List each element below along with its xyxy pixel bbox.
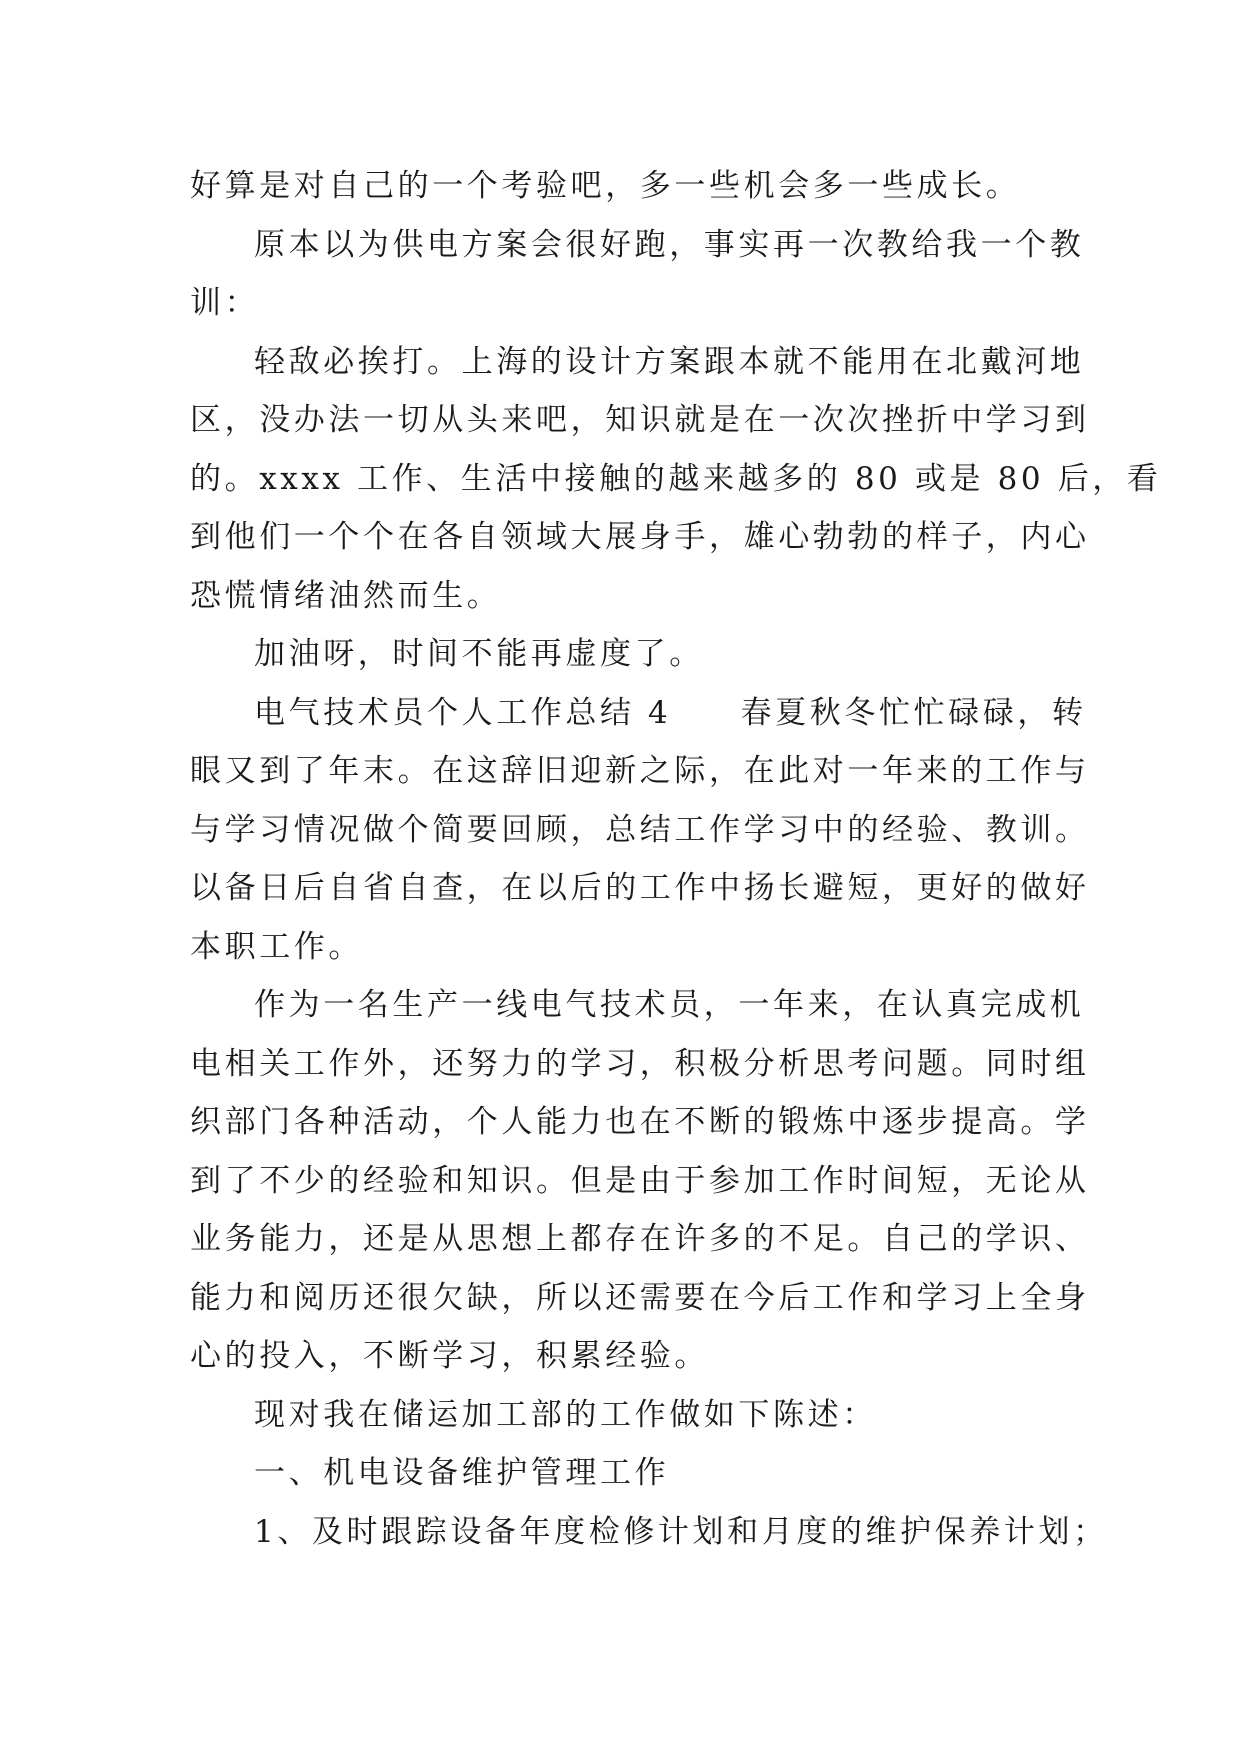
text-line: 到他们一个个在各自领域大展身手，雄心勃勃的样子，内心 <box>190 519 1090 555</box>
text-line: 能力和阅历还很欠缺，所以还需要在今后工作和学习上全身 <box>190 1279 1090 1316</box>
text-line: 织部门各种活动，个人能力也在不断的锻炼中逐步提高。学 <box>190 1104 1090 1140</box>
text-line: 训： <box>190 285 260 321</box>
text-line: 心的投入，不断学习，积累经验。 <box>190 1338 709 1374</box>
text-line: 轻敌必挨打。上海的设计方案跟本就不能用在北戴河地 <box>254 343 1085 380</box>
text-line: 一、机电设备维护管理工作 <box>254 1455 670 1491</box>
text-line: 好算是对自己的一个考验吧，多一些机会多一些成长。 <box>190 168 1021 204</box>
text-line: 本职工作。 <box>190 928 363 965</box>
text-line: 电气技术员个人工作总结 4 春夏秋冬忙忙碌碌，转 <box>254 694 1087 731</box>
text-line: 到了不少的经验和知识。但是由于参加工作时间短，无论从 <box>190 1162 1090 1199</box>
text-line: 业务能力，还是从思想上都存在许多的不足。自己的学识、 <box>190 1221 1090 1257</box>
text-line: 恐慌情绪油然而生。 <box>190 577 502 614</box>
text-line: 现对我在储运加工部的工作做如下陈述： <box>254 1396 877 1433</box>
text-line: 作为一名生产一线电气技术员，一年来，在认真完成机 <box>254 987 1085 1023</box>
text-line: 原本以为供电方案会很好跑，事实再一次教给我一个教 <box>254 226 1085 263</box>
text-line: 电相关工作外，还努力的学习，积极分析思考问题。同时组 <box>190 1045 1090 1082</box>
body-text <box>190 157 1162 1561</box>
text-line: 1、及时跟踪设备年度检修计划和月度的维护保养计划； <box>254 1513 1108 1550</box>
text-line: 眼又到了年末。在这辞旧迎新之际，在此对一年来的工作与 <box>190 753 1090 789</box>
text-line: 区，没办法一切从头来吧，知识就是在一次次挫折中学习到 <box>190 402 1090 438</box>
text-line: 以备日后自省自查，在以后的工作中扬长避短，更好的做好 <box>190 870 1090 906</box>
text-line: 的。xxxx 工作、生活中接触的越来越多的 80 或是 80 后，看 <box>190 460 1162 497</box>
text-line: 加油呀，时间不能再虚度了。 <box>254 636 704 672</box>
text-line: 与学习情况做个简要回顾，总结工作学习中的经验、教训。 <box>190 811 1090 848</box>
